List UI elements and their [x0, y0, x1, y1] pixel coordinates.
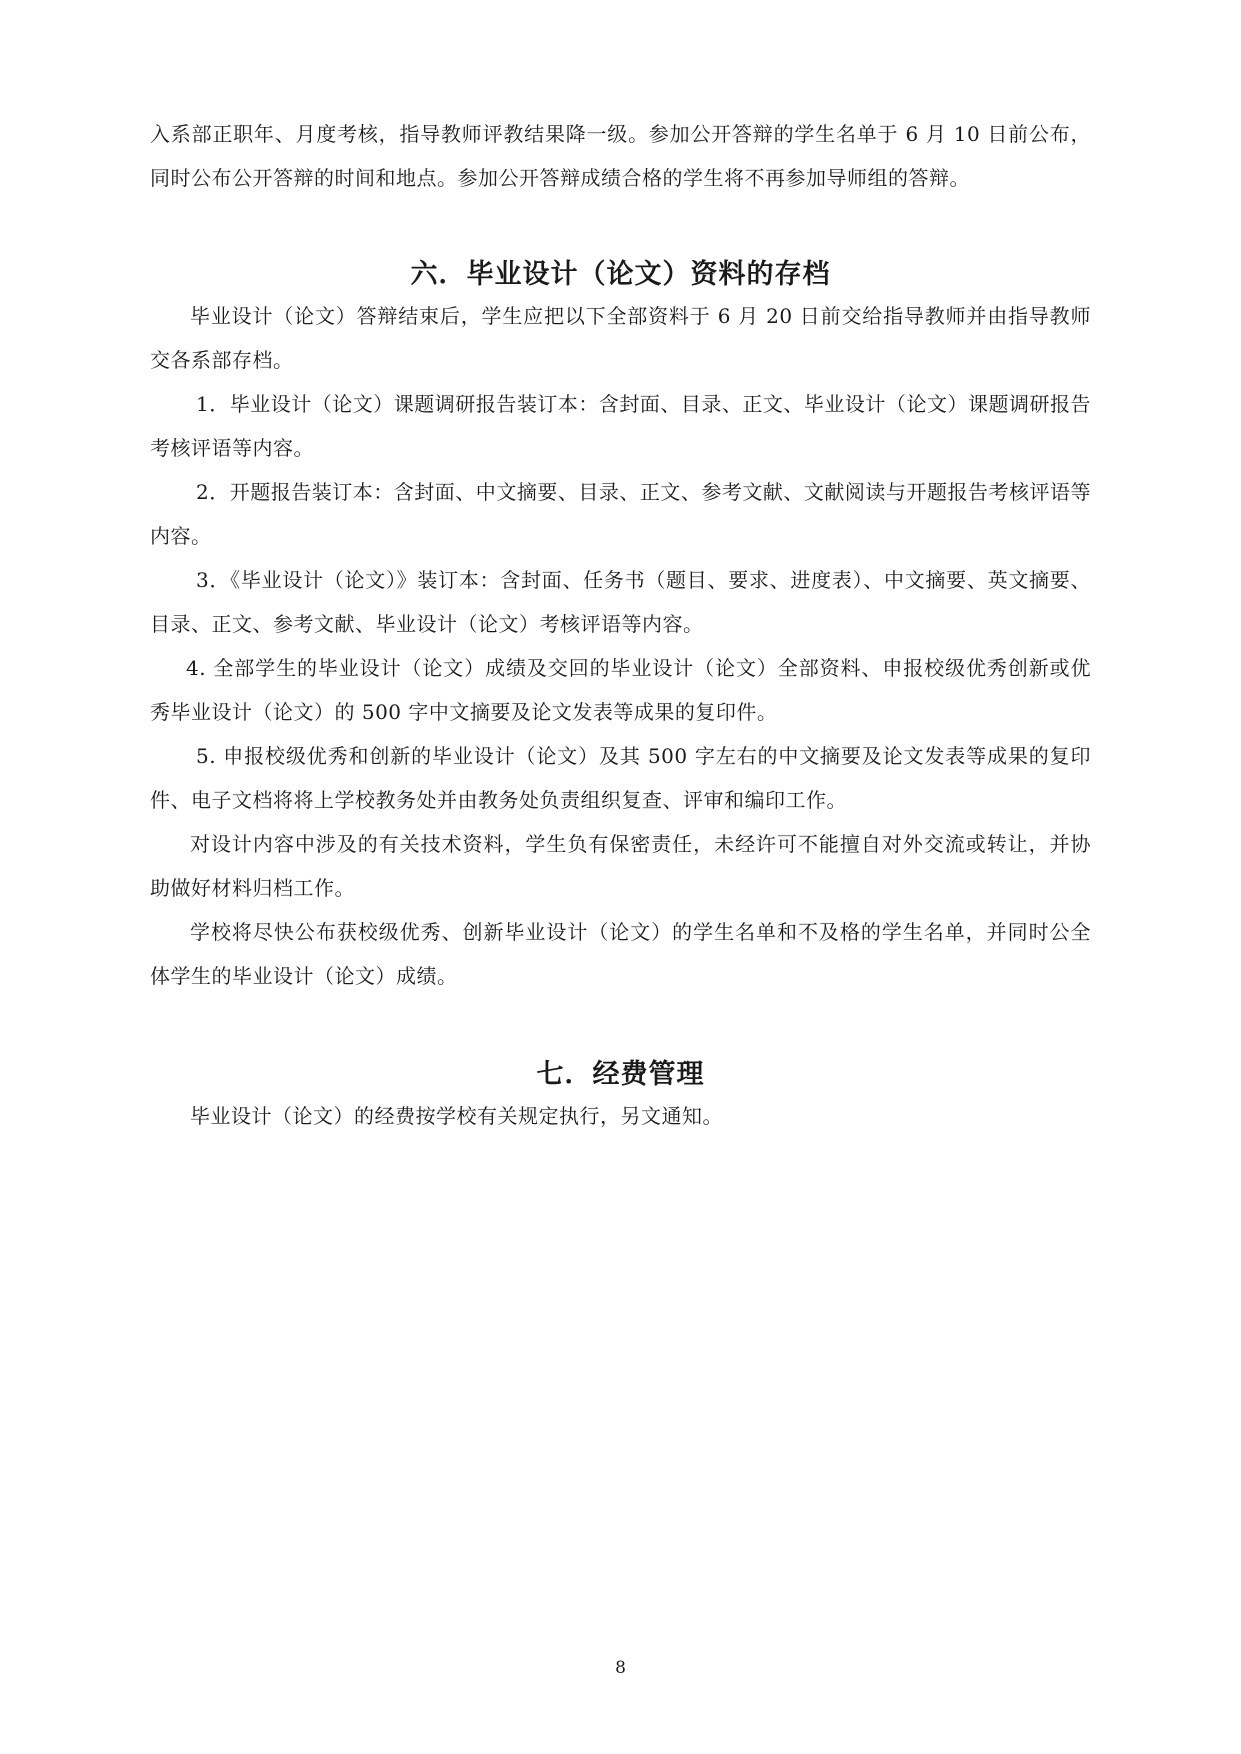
intro-paragraph-block [150, 112, 1091, 200]
section-6-confidentiality: 对设计内容中涉及的有关技术资料，学生负有保密责任，未经许可不能擅自对外交流或转让，并协助做好材料归档工作。 [150, 832, 1091, 900]
section-6-item-2: 2．开题报告装订本：含封面、中文摘要、目录、正文、参考文献、文献阅读与开题报告考核评语等内容。 [150, 480, 1091, 548]
intro-paragraph: 入系部正职年、月度考核，指导教师评教结果降一级。参加公开答辩的学生名单于 6 月 10 日前公布，同时公布公开答辩的时间和地点。参加公开答辩成绩合格的学生将不再参加导师组的答辩。 [150, 122, 1091, 190]
page-number: 8 [615, 1658, 626, 1678]
section-6-item-3: 3．《毕业设计（论文）》装订本：含封面、任务书（题目、要求、进度表）、中文摘要、英文摘要、目录、正文、参考文献、毕业设计（论文）考核评语等内容。 [150, 568, 1091, 636]
section-6-item-5: 5. 申报校级优秀和创新的毕业设计（论文）及其 500 字左右的中文摘要及论文发表等成果的复印件、电子文档将将上学校教务处并由教务处负责组织复查、评审和编印工作。 [150, 744, 1091, 812]
section-6-item-1: 1．毕业设计（论文）课题调研报告装订本：含封面、目录、正文、毕业设计（论文）课题调研报告考核评语等内容。 [150, 392, 1091, 460]
section-6-heading: 六．毕业设计（论文）资料的存档 [410, 259, 831, 290]
section-6-announcement: 学校将尽快公布获校级优秀、创新毕业设计（论文）的学生名单和不及格的学生名单，并同时公全体学生的毕业设计（论文）成绩。 [150, 920, 1091, 988]
section-6-intro: 毕业设计（论文）答辩结束后，学生应把以下全部资料于 6 月 20 日前交给指导教师并由指导教师交各系部存档。 [150, 304, 1091, 372]
section-6-body [150, 294, 1091, 998]
section-7-heading: 七．经费管理 [536, 1059, 705, 1090]
section-6-item-4: 4. 全部学生的毕业设计（论文）成绩及交回的毕业设计（论文）全部资料、申报校级优秀创新或优秀毕业设计（论文）的 500 字中文摘要及论文发表等成果的复印件。 [150, 656, 1091, 724]
section-7-body: 毕业设计（论文）的经费按学校有关规定执行，另文通知。 [190, 1104, 723, 1128]
section-7-body-block [150, 1094, 1091, 1138]
